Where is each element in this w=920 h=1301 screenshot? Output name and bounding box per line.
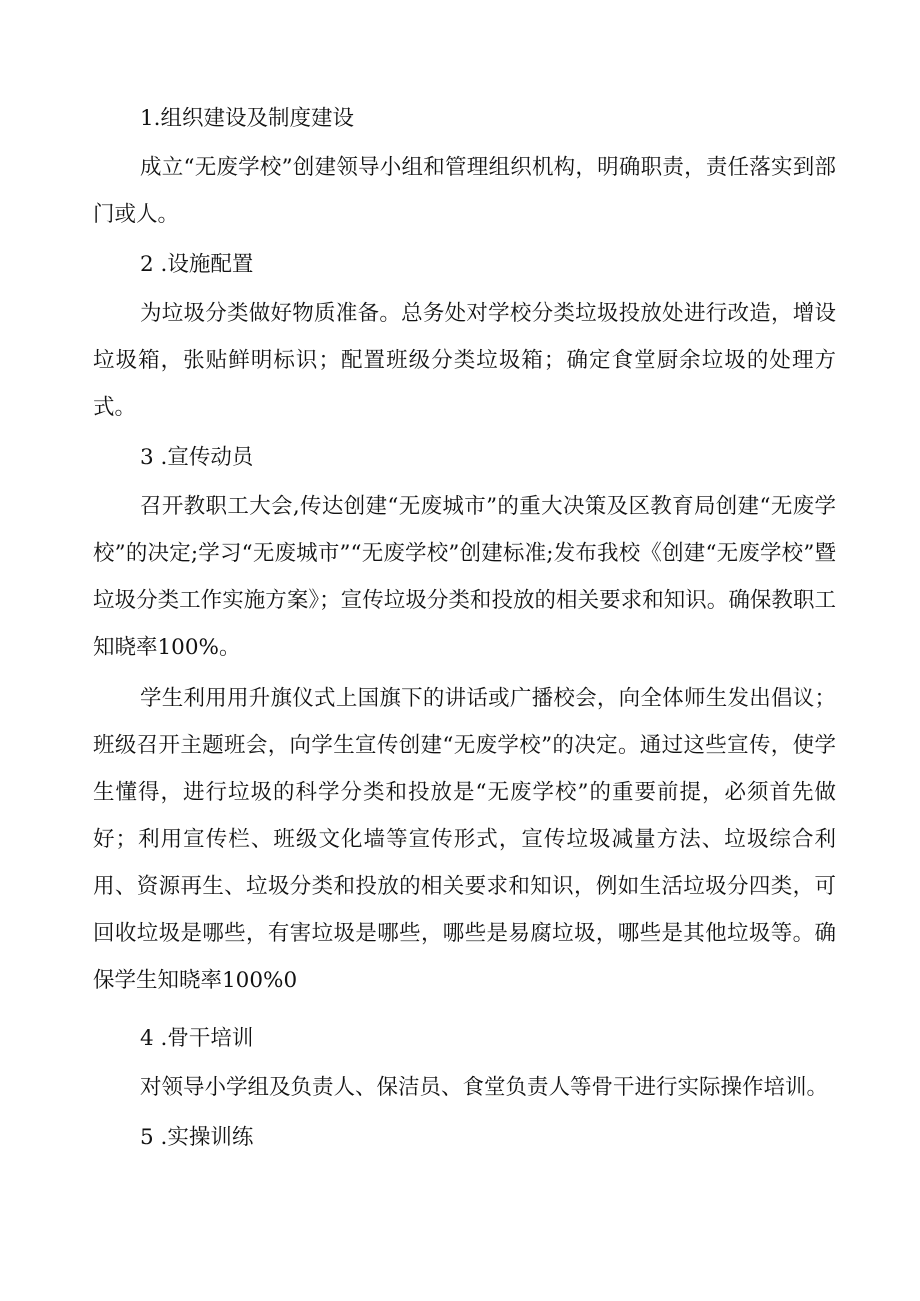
section-heading-facilities: 2 .设施配置: [140, 252, 254, 277]
section-heading-training: 4 .骨干培训: [140, 1026, 254, 1051]
section-heading-publicity: 3 .宣传动员: [140, 445, 254, 470]
paragraph-organization: 成立“无废学校”创建领导小组和管理组织机构，明确职责，责任落实到部门或人。: [93, 155, 836, 227]
paragraph-publicity-students: 学生利用用升旗仪式上国旗下的讲话或广播校会，向全体师生发出倡议；班级召开主题班会，向学生宣传创建“无废学校”的决定。通过这些宣传，使学生懂得，进行垃圾的科学分类和投放是“无废学校”的重要前提，必须首先做好；利用宣传栏、班级文化墙等宣传形式，宣传垃圾减量方法、垃圾综合利用、资源再生、垃圾分类和投放的相关要求和知识，例如生活垃圾分四类，可回收垃圾是哪些，有害垃圾是哪些，哪些是易腐垃圾，哪些是其他垃圾等。确保学生知晓率100%0: [93, 686, 836, 993]
section-heading-organization: 1.组织建设及制度建设: [140, 106, 355, 131]
paragraph-facilities: 为垃圾分类做好物质准备。总务处对学校分类垃圾投放处进行改造，增设垃圾箱，张贴鲜明标识；配置班级分类垃圾箱；确定食堂厨余垃圾的处理方式。: [93, 301, 836, 420]
paragraph-publicity-staff: 召开教职工大会,传达创建“无废城市”的重大决策及区教育局创建“无废学校”的决定;学习“无废城市”“无废学校”创建标准;发布我校《创建“无废学校”暨垃圾分类工作实施方案》；宣传垃圾分类和投放的相关要求和知识。确保教职工知晓率100%。: [93, 494, 836, 660]
paragraph-training: 对领导小学组及负责人、保洁员、食堂负责人等骨干进行实际操作培训。: [140, 1075, 829, 1100]
section-heading-practice: 5 .实操训练: [140, 1125, 254, 1150]
document-body: [93, 96, 836, 1163]
